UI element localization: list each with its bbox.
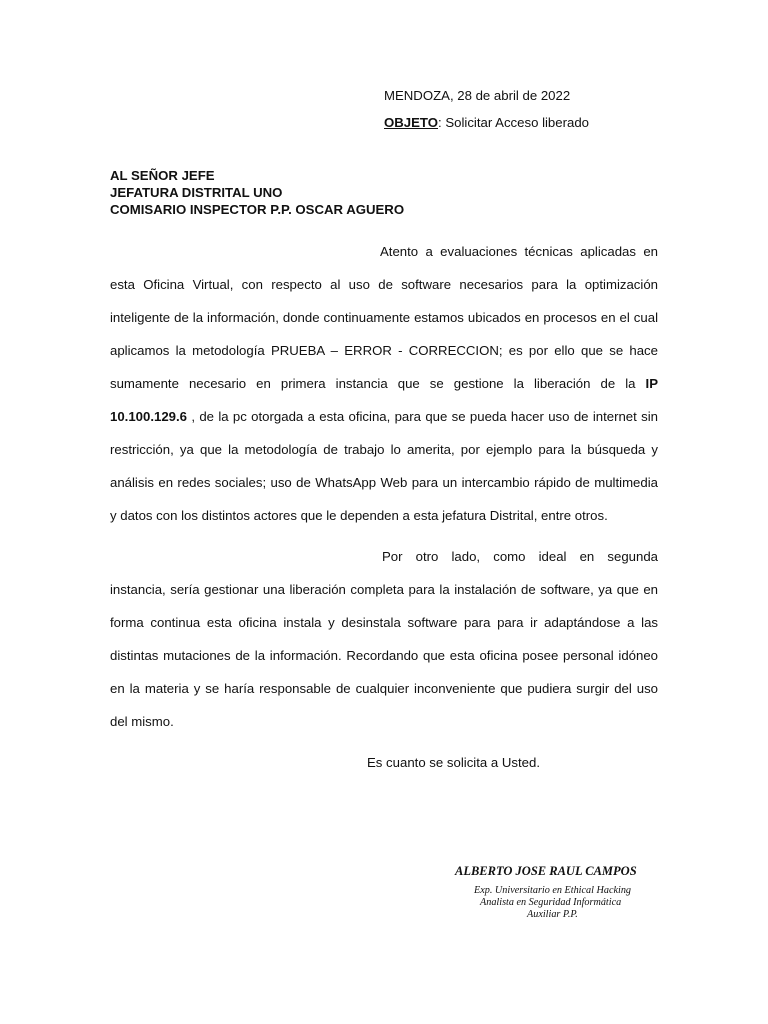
closing-line: Es cuanto se solicita a Usted. [367, 755, 540, 770]
recipient-line-3: COMISARIO INSPECTOR P.P. OSCAR AGUERO [110, 202, 405, 217]
recipient-line-1: AL SEÑOR JEFE [110, 168, 215, 183]
paragraph-1-method: PRUEBA – ERROR - CORRECCION [270, 343, 499, 358]
signature-name: ALBERTO JOSE RAUL CAMPOS [455, 864, 637, 878]
paragraph-1-text-b: ; es por ello que se hace sumamente necesario en primera instancia que se gestione la liberación de la [110, 343, 658, 391]
subject-label: OBJETO [384, 115, 438, 130]
ip-address: IP 10.100.129.6 [110, 376, 658, 424]
body-paragraph-1 [110, 235, 658, 532]
recipient-line-2: JEFATURA DISTRITAL UNO [110, 185, 283, 200]
signature-title-1: Exp. Universitario en Ethical Hacking [474, 885, 632, 896]
subject-line [384, 115, 589, 131]
paragraph-1-text-c: , de la pc otorgada a esta oficina, para que se pueda hacer uso de internet sin restricción, ya que la metodología de trabajo lo amerita, por ejemplo para la búsqueda y análisis en redes sociales; uso de WhatsApp Web para un intercambio rápido de multimedia y datos con los distintos actores que le dependen a esta jefatura Distrital, entre otros. [110, 409, 658, 523]
signature-title-2: Analista en Seguridad Informática [480, 897, 622, 908]
place-date: MENDOZA, 28 de abril de 2022 [384, 88, 571, 103]
paragraph-2-text: Por otro lado, como ideal en segunda instancia, sería gestionar una liberación completa para la instalación de software, ya que en forma continua esta oficina instala y desinstala software para para ir adaptándose a las distintas mutaciones de la información. Recordando que esta oficina posee personal idóneo en la materia y se haría responsable de cualquier inconveniente que pudiera surgir del uso del mismo. [110, 549, 658, 729]
paragraph-1-text-a: Atento a evaluaciones técnicas aplicadas en esta Oficina Virtual, con respecto al uso de software necesarios para la optimización inteligente de la información, donde continuamente estamos ubicados en procesos en el cual aplicamos la metodología [110, 244, 658, 358]
body-paragraph-2 [110, 540, 658, 738]
signature-title-3: Auxiliar P.P. [527, 909, 578, 920]
subject-text: : Solicitar Acceso liberado [438, 115, 589, 130]
